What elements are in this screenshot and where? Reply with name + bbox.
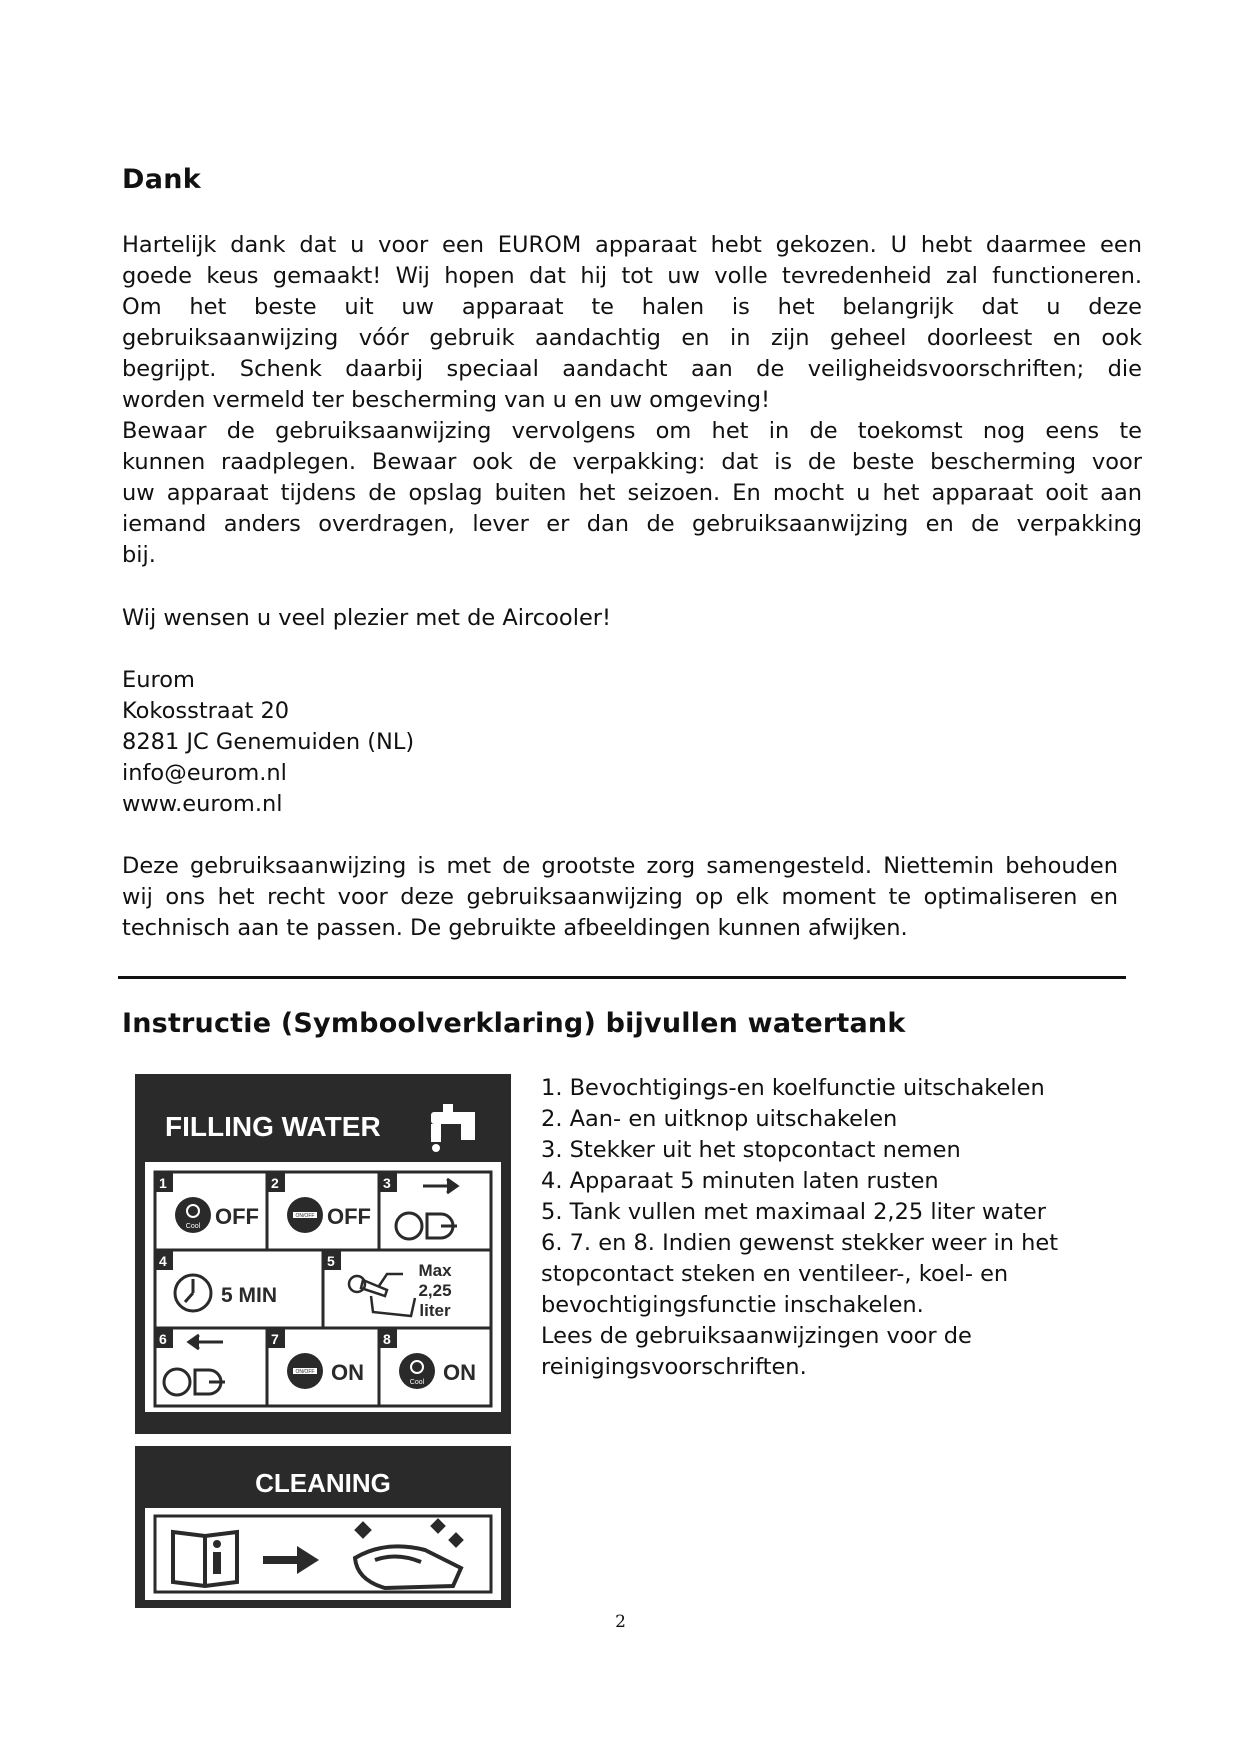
step-item: 3. Stekker uit het stopcontact nemen (541, 1137, 961, 1163)
intro-line: Hartelijk dank dat u voor een EUROM apparaat hebt gekozen. U hebt daarmee een (122, 232, 1142, 258)
address-email[interactable]: info@eurom.nl (122, 760, 287, 786)
step-number: 6 (159, 1331, 167, 1347)
max-unit: liter (419, 1301, 451, 1320)
step-item: 5. Tank vullen met maximaal 2,25 liter water (541, 1199, 1047, 1225)
address-block (122, 665, 414, 820)
intro-line: iemand anders overdragen, lever er dan de gebruiksaanwijzing en de verpakking (122, 511, 1142, 537)
intro-paragraph (122, 230, 1142, 571)
step-number: 1 (159, 1175, 167, 1191)
intro-line: bij. (122, 542, 156, 568)
step-number: 4 (159, 1253, 167, 1269)
intro-line: worden vermeld ter bescherming van u en uw omgeving! (122, 387, 771, 413)
intro-line: goede keus gemaakt! Wij hopen dat hij tot uw volle tevredenheid zal functioneren. (122, 263, 1142, 289)
on-label: ON (331, 1360, 364, 1385)
step-number: 8 (383, 1331, 391, 1347)
cool-button-icon (399, 1353, 435, 1389)
off-label: OFF (327, 1204, 371, 1229)
instruction-heading: Instructie (Symboolverklaring) bijvullen watertank (122, 1008, 906, 1039)
intro-line: kunnen raadplegen. Bewaar ook de verpakking: dat is de beste bescherming voor (122, 449, 1142, 475)
step-number: 2 (271, 1175, 279, 1191)
address-web[interactable]: www.eurom.nl (122, 791, 283, 817)
svg-text:Cool: Cool (409, 1379, 425, 1386)
cleaning-title: CLEANING (255, 1468, 391, 1498)
filling-water-panel (135, 1074, 511, 1434)
step-item: 4. Apparaat 5 minuten laten rusten (541, 1168, 939, 1194)
intro-line: gebruiksaanwijzing vóór gebruik aandachtig en in zijn geheel doorleest en ook (122, 325, 1142, 351)
intro-line: Bewaar de gebruiksaanwijzing vervolgens om het in de toekomst nog eens te (122, 418, 1142, 444)
intro-line: Om het beste uit uw apparaat te halen is het belangrijk dat u deze (122, 294, 1142, 320)
heading-dank: Dank (122, 164, 202, 195)
filling-water-title: FILLING WATER (165, 1111, 381, 1142)
cool-button-icon (175, 1197, 211, 1233)
step-item: Lees de gebruiksaanwijzingen voor de reinigingsvoorschriften. (541, 1323, 972, 1380)
wish-text: Wij wensen u veel plezier met de Aircooler! (122, 605, 612, 631)
cleaning-panel (135, 1446, 511, 1608)
step-item: 6. 7. en 8. Indien gewenst stekker weer in het stopcontact steken en ventileer-, koel- en bevochtigingsfunctie inschakelen. (541, 1230, 1059, 1318)
svg-text:ON/OFF: ON/OFF (295, 1213, 315, 1219)
on-label: ON (443, 1360, 476, 1385)
page-number: 2 (615, 1612, 626, 1632)
address-company: Eurom (122, 667, 195, 693)
address-city: 8281 JC Genemuiden (NL) (122, 729, 415, 755)
svg-text:Cool: Cool (185, 1223, 201, 1230)
step-number: 5 (327, 1253, 335, 1269)
power-button-icon (287, 1353, 323, 1389)
max-amount: 2,25 (418, 1281, 452, 1300)
step-item: 2. Aan- en uitknop uitschakelen (541, 1106, 898, 1132)
off-label: OFF (215, 1204, 259, 1229)
intro-line: begrijpt. Schenk daarbij speciaal aandacht aan de veiligheidsvoorschriften; die (122, 356, 1142, 382)
section-divider (118, 976, 1126, 979)
power-button-icon (287, 1197, 323, 1233)
address-street: Kokosstraat 20 (122, 698, 290, 724)
symbol-panel (135, 1074, 511, 1608)
max-label: Max (418, 1261, 452, 1280)
svg-text:ON/OFF: ON/OFF (295, 1369, 315, 1375)
instruction-steps (541, 1073, 1111, 1383)
step-item: 1. Bevochtigings-en koelfunctie uitschakelen (541, 1075, 1045, 1101)
step-number: 3 (383, 1175, 391, 1191)
disclaimer-text: Deze gebruiksaanwijzing is met de grootste zorg samengesteld. Niettemin behouden wij ons het recht voor deze gebruiksaanwijzing op elk moment te optimaliseren en technisch aan te passen. De gebruikte afbeeldingen kunnen afwijken. (122, 853, 1118, 941)
five-min-label: 5 MIN (221, 1284, 278, 1307)
step-number: 7 (271, 1331, 279, 1347)
intro-line: uw apparaat tijdens de opslag buiten het seizoen. En mocht u het apparaat ooit aan (122, 480, 1142, 506)
